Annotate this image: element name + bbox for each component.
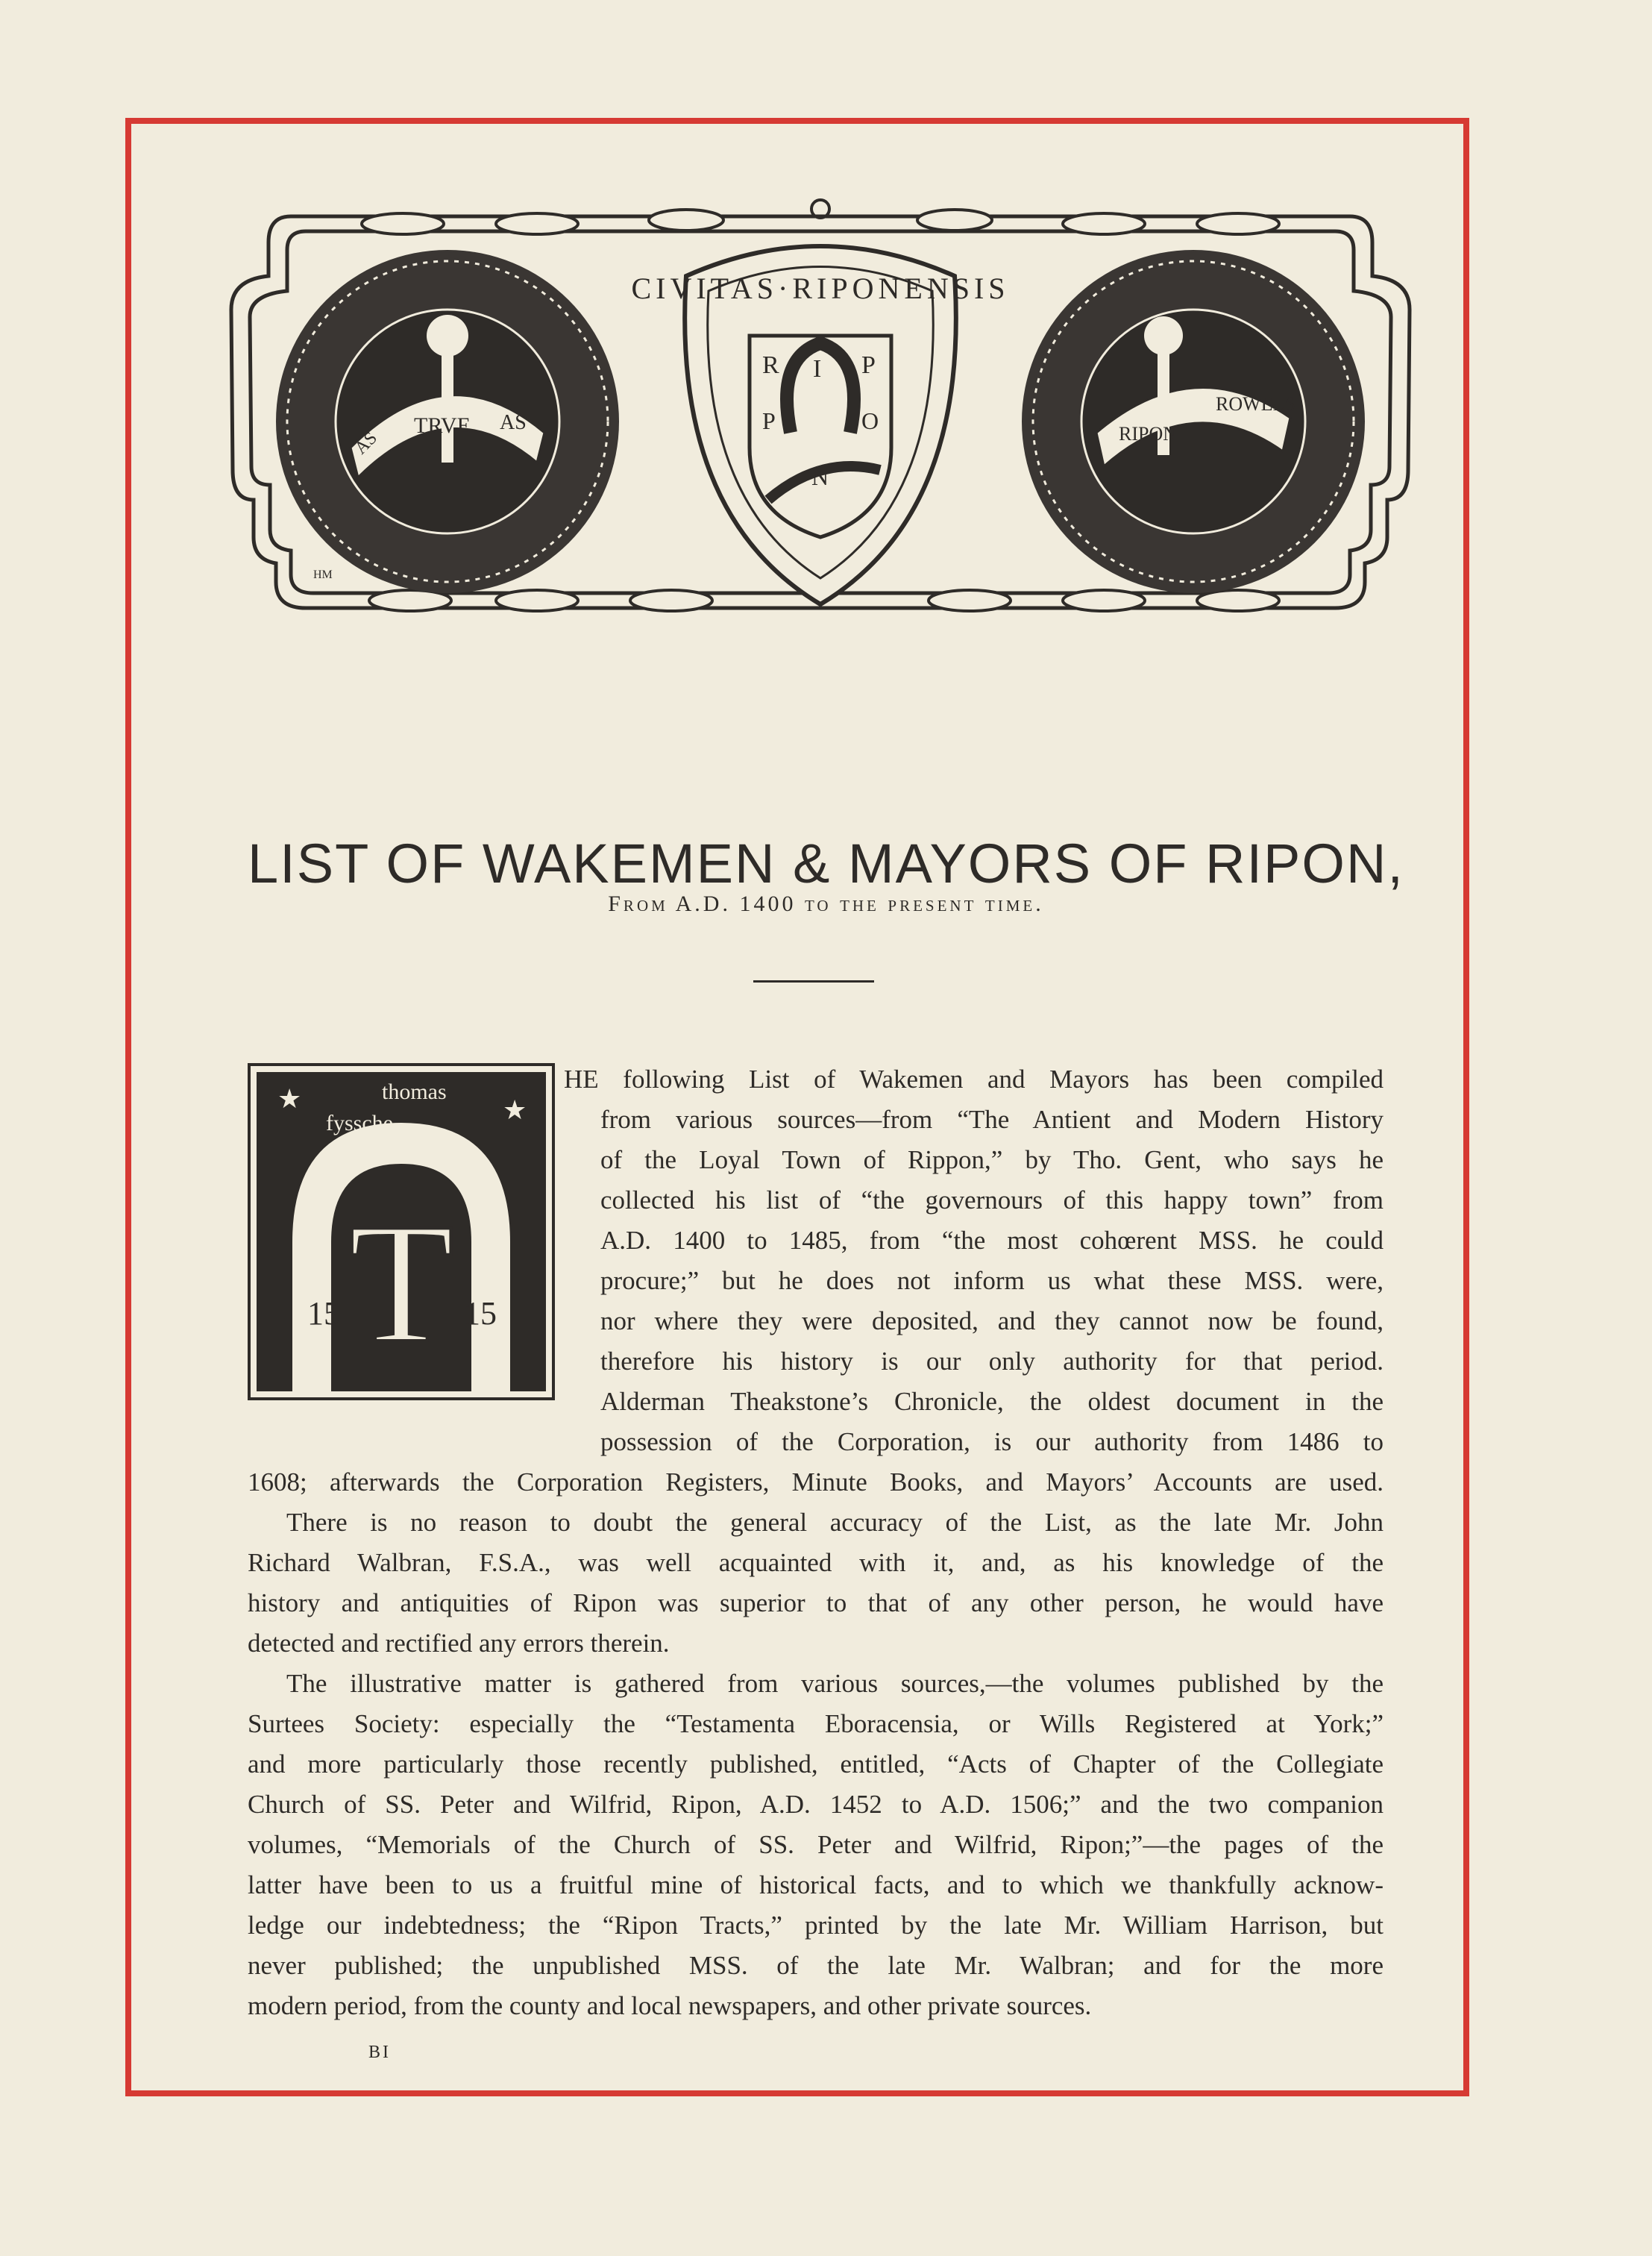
svg-text:HM: HM — [483, 1364, 500, 1376]
p1-line: procure;” but he does not inform us what these MSS. were, — [600, 1266, 1384, 1295]
svg-text:fyssche: fyssche — [326, 1111, 393, 1135]
p1-line: of the Loyal Town of Rippon,” by Tho. Gent, who says he — [600, 1145, 1384, 1174]
p1-line: nor where they were deposited, and they cannot now be found, — [600, 1306, 1384, 1335]
p2-line: history and antiquities of Ripon was superior to that of any other person, he would have — [248, 1588, 1384, 1617]
p3-line: ledge our indebtedness; the “Ripon Tracts,” printed by the late Mr. William Harrison, but — [248, 1911, 1384, 1940]
svg-text:15: 15 — [307, 1295, 340, 1332]
p2-line: Richard Walbran, F.S.A., was well acquainted with it, and, as his knowledge of the — [248, 1548, 1384, 1577]
seal-legend: CIVITAS·RIPONENSIS — [631, 272, 1010, 305]
p3-line: Church of SS. Peter and Wilfrid, Ripon, A.D. 1452 to A.D. 1506;” and the two companion — [248, 1790, 1384, 1819]
p1-line: HE following List of Wakemen and Mayors has been compiled — [564, 1065, 1384, 1094]
p3-line: Surtees Society: especially the “Testamenta Eboracensia, or Wills Registered at York;” — [248, 1709, 1384, 1738]
p1-line: A.D. 1400 to 1485, from “the most cohœrent MSS. he could — [600, 1226, 1384, 1255]
left-motto-text: TRVE — [414, 413, 471, 438]
dropcap-letter: T — [348, 1188, 454, 1378]
signature-mark: BI — [368, 2043, 391, 2062]
page-title: LIST OF WAKEMEN & MAYORS OF RIPON, — [248, 832, 1404, 894]
p1-line: therefore his history is our only authority for that period. — [600, 1347, 1384, 1376]
p1-line: 1608; afterwards the Corporation Registers, Minute Books, and Mayors’ Accounts are used. — [248, 1467, 1384, 1497]
svg-text:I: I — [813, 355, 822, 383]
svg-text:ROWELS: ROWELS — [1216, 393, 1295, 415]
p3-line: modern period, from the county and local newspapers, and other private sources. — [248, 1991, 1092, 2020]
svg-text:P: P — [762, 407, 776, 434]
page-subtitle: From A.D. 1400 to the present time. — [608, 892, 1044, 916]
p3-line: volumes, “Memorials of the Church of SS. Peter and Wilfrid, Ripon;”—the pages of the — [248, 1830, 1384, 1859]
p2-line: There is no reason to doubt the general accuracy of the List, as the late Mr. John — [286, 1508, 1384, 1537]
p1-line: from various sources—from “The Antient and Modern History — [600, 1105, 1384, 1134]
p3-line: and more particularly those recently published, entitled, “Acts of Chapter of the Collegiate — [248, 1749, 1384, 1779]
svg-text:R: R — [762, 351, 779, 379]
p3-line: The illustrative matter is gathered from various sources,—the volumes published by the — [286, 1669, 1384, 1698]
svg-text:N: N — [811, 463, 829, 490]
p2-line: detected and rectified any errors therein. — [248, 1629, 670, 1658]
svg-text:AS: AS — [500, 411, 527, 434]
p1-line: Alderman Theakstone’s Chronicle, the oldest document in the — [600, 1387, 1384, 1416]
svg-text:15: 15 — [464, 1295, 497, 1332]
svg-text:★: ★ — [277, 1084, 302, 1115]
p1-line: possession of the Corporation, is our authority from 1486 to — [600, 1427, 1384, 1456]
svg-text:O: O — [861, 407, 879, 434]
svg-text:P: P — [861, 351, 876, 379]
p1-line: collected his list of “the governours of this happy town” from — [600, 1185, 1384, 1215]
svg-text:thomas: thomas — [382, 1080, 447, 1104]
p3-line: latter have been to us a fruitful mine of historical facts, and to which we thankfully acknow- — [248, 1870, 1384, 1899]
artist-mark: HM — [313, 568, 333, 581]
svg-text:★: ★ — [503, 1095, 527, 1126]
svg-text:AS: AS — [351, 428, 381, 459]
right-motto-text: RIPON — [1119, 423, 1178, 445]
p3-line: never published; the unpublished MSS. of the late Mr. Walbran; and for the more — [248, 1951, 1384, 1980]
